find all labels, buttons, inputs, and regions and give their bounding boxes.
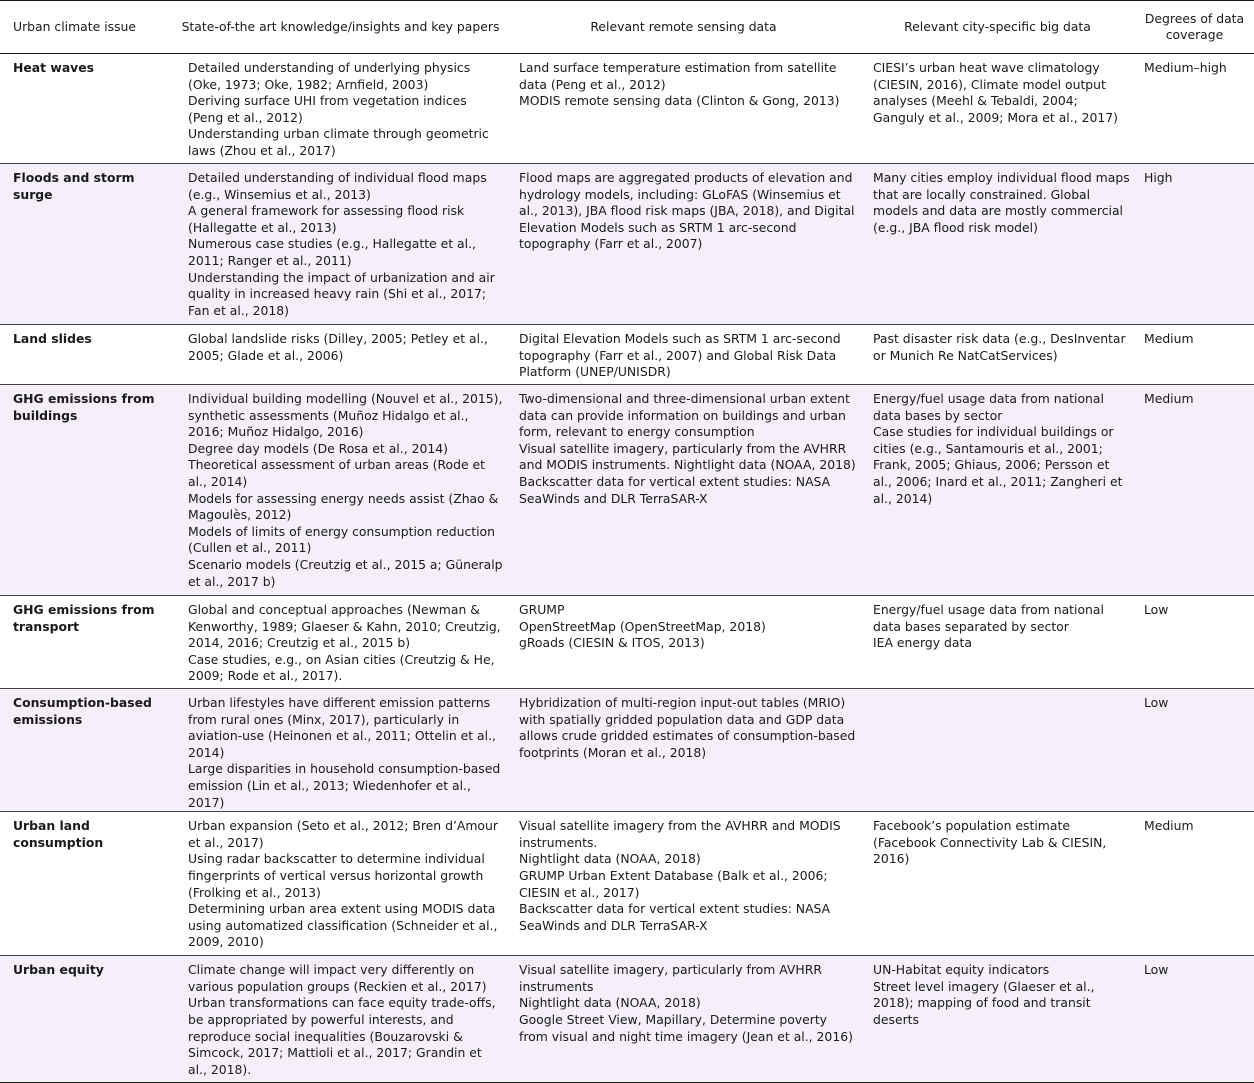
- cell-city-big-data: [860, 325, 1135, 385]
- cell-data-coverage: Low: [1135, 689, 1254, 812]
- cell-entry: Global and conceptual approaches (Newman & Kenworthy, 1989; Glaeser & Kahn, 2010; Creutzig, 2014, 2016; Creutzig et al., 2015 b): [188, 602, 501, 651]
- cell-city-big-data: [860, 812, 1135, 956]
- cell-entry: Urban transformations can face equity trade-offs, be appropriated by powerful interests, and reproduce social inequalities (Bouzarovski & Simcock, 2017; Mattioli et al., 2017; Grandin et al., 2018).: [188, 995, 496, 1077]
- cell-knowledge: [174, 956, 507, 1083]
- cell-data-coverage: Medium: [1135, 385, 1254, 596]
- cell-data-coverage: Medium–high: [1135, 54, 1254, 164]
- cell-entry: Flood maps are aggregated products of elevation and hydrology models, including: GLoFAS (Winsemius et al., 2013), JBA flood risk maps (JBA, 2018), and Digital Elevation Models such as SRTM 1 arc-second topography (Farr et al., 2007): [519, 170, 855, 252]
- table-row: [0, 689, 1254, 812]
- cell-data-coverage: Low: [1135, 956, 1254, 1083]
- table-body: [0, 54, 1254, 1083]
- header-state-of-the-art: State-of-the art knowledge/insights and key papers: [174, 1, 507, 54]
- cell-entry: Detailed understanding of individual flood maps (e.g., Winsemius et al., 2013): [188, 170, 487, 202]
- cell-city-big-data: [860, 689, 1135, 812]
- table-row: [0, 54, 1254, 164]
- cell-remote-sensing: [507, 325, 860, 385]
- cell-remote-sensing: [507, 956, 860, 1083]
- header-remote-sensing: Relevant remote sensing data: [507, 1, 860, 54]
- header-data-coverage: Degrees of data coverage: [1135, 1, 1254, 54]
- cell-entry: Past disaster risk data (e.g., DesInventar or Munich Re NatCatServices): [873, 331, 1126, 363]
- cell-entry: Digital Elevation Models such as SRTM 1 arc-second topography (Farr et al., 2007) and Global Risk Data Platform (UNEP/UNISDR): [519, 331, 841, 380]
- cell-remote-sensing: [507, 596, 860, 689]
- table-row: [0, 164, 1254, 325]
- cell-urban-climate-issue: GHG emissions from transport: [0, 596, 174, 689]
- cell-entry: Climate change will impact very differently on various population groups (Reckien et al., 2017): [188, 962, 487, 994]
- cell-entry: IEA energy data: [873, 635, 972, 651]
- cell-data-coverage: Low: [1135, 596, 1254, 689]
- cell-urban-climate-issue: Floods and storm surge: [0, 164, 174, 325]
- header-row: [0, 1, 1254, 54]
- cell-remote-sensing: [507, 812, 860, 956]
- cell-entry: Numerous case studies (e.g., Hallegatte et al., 2011; Ranger et al., 2011): [188, 236, 476, 268]
- cell-entry: Urban lifestyles have different emission patterns from rural ones (Minx, 2017), particularly in aviation-use (Heinonen et al., 2011; Ottelin et al., 2014): [188, 695, 496, 760]
- table-header: [0, 1, 1254, 54]
- cell-remote-sensing: [507, 164, 860, 325]
- cell-knowledge: [174, 596, 507, 689]
- table-row: [0, 385, 1254, 596]
- cell-entry: Street level imagery (Glaeser et al., 2018); mapping of food and transit deserts: [873, 978, 1095, 1027]
- cell-urban-climate-issue: Consumption-based emissions: [0, 689, 174, 812]
- cell-entry: Land surface temperature estimation from satellite data (Peng et al., 2012): [519, 60, 837, 92]
- cell-entry: Individual building modelling (Nouvel et al., 2015), synthetic assessments (Muñoz Hidalgo et al., 2016; Muñoz Hidalgo, 2016): [188, 391, 503, 440]
- cell-knowledge: [174, 812, 507, 956]
- cell-entry: UN-Habitat equity indicators: [873, 962, 1050, 978]
- cell-urban-climate-issue: Land slides: [0, 325, 174, 385]
- cell-knowledge: [174, 325, 507, 385]
- cell-entry: Models of limits of energy consumption reduction (Cullen et al., 2011): [188, 523, 495, 556]
- cell-entry: Large disparities in household consumption-based emission (Lin et al., 2013; Wiedenhofer et al., 2017): [188, 761, 501, 810]
- cell-entry: gRoads (CIESIN & ITOS, 2013): [519, 635, 705, 651]
- cell-entry: GRUMP Urban Extent Database (Balk et al., 2006; CIESIN et al., 2017): [519, 867, 828, 900]
- header-urban-climate-issue: Urban climate issue: [0, 1, 174, 54]
- cell-entry: Case studies, e.g., on Asian cities (Creutzig & He, 2009; Rode et al., 2017).: [188, 651, 495, 684]
- cell-entry: Visual satellite imagery from the AVHRR and MODIS instruments.: [519, 818, 841, 850]
- cell-entry: Many cities employ individual flood maps that are locally constrained. Global models and data are mostly commercial (e.g., JBA flood risk model): [873, 170, 1130, 235]
- cell-urban-climate-issue: Urban land consumption: [0, 812, 174, 956]
- cell-urban-climate-issue: Heat waves: [0, 54, 174, 164]
- table-row: [0, 812, 1254, 956]
- cell-entry: Degree day models (De Rosa et al., 2014): [188, 440, 448, 456]
- cell-entry: Scenario models (Creutzig et al., 2015 a; Güneralp et al., 2017 b): [188, 556, 503, 589]
- cell-remote-sensing: [507, 54, 860, 164]
- cell-urban-climate-issue: Urban equity: [0, 956, 174, 1083]
- cell-entry: Understanding the impact of urbanization and air quality in increased heavy rain (Shi et al., 2017; Fan et al., 2018): [188, 269, 495, 318]
- cell-entry: Backscatter data for vertical extent studies: NASA SeaWinds and DLR TerraSAR-X: [519, 901, 831, 933]
- cell-entry: GRUMP: [519, 602, 565, 617]
- cell-knowledge: [174, 54, 507, 164]
- cell-entry: A general framework for assessing flood risk (Hallegatte et al., 2013): [188, 203, 465, 235]
- cell-entry: Urban expansion (Seto et al., 2012; Bren d’Amour et al., 2017): [188, 818, 498, 850]
- cell-entry: Backscatter data for vertical extent studies: NASA SeaWinds and DLR TerraSAR-X: [519, 473, 831, 506]
- cell-knowledge: [174, 385, 507, 596]
- cell-entry: MODIS remote sensing data (Clinton & Gong, 2013): [519, 93, 840, 109]
- cell-entry: Case studies for individual buildings or cities (e.g., Santamouris et al., 2001; Frank, 2005; Ghiaus, 2006; Persson et al., 2006; Inard et al., 2011; Zangheri et al., 2014): [873, 424, 1123, 506]
- cell-entry: OpenStreetMap (OpenStreetMap, 2018): [519, 618, 766, 634]
- cell-entry: Nightlight data (NOAA, 2018): [519, 995, 701, 1011]
- cell-data-coverage: Medium: [1135, 812, 1254, 956]
- table-row: [0, 325, 1254, 385]
- cell-urban-climate-issue: GHG emissions from buildings: [0, 385, 174, 596]
- cell-city-big-data: [860, 596, 1135, 689]
- cell-entry: CIESI’s urban heat wave climatology (CIESIN, 2016), Climate model output analyses (Meehl & Tebaldi, 2004; Ganguly et al., 2009; Mora et al., 2017): [873, 60, 1118, 125]
- table-row: [0, 956, 1254, 1083]
- cell-entry: Facebook’s population estimate (Facebook Connectivity Lab & CIESIN, 2016): [873, 818, 1107, 867]
- cell-entry: Determining urban area extent using MODIS data using automatized classification (Schneider et al., 2009, 2010): [188, 901, 498, 950]
- cell-knowledge: [174, 164, 507, 325]
- cell-entry: Models for assessing energy needs assist (Zhao & Magoulès, 2012): [188, 490, 499, 523]
- cell-city-big-data: [860, 385, 1135, 596]
- cell-entry: Theoretical assessment of urban areas (Rode et al., 2014): [188, 457, 486, 489]
- cell-city-big-data: [860, 164, 1135, 325]
- cell-data-coverage: Medium: [1135, 325, 1254, 385]
- cell-entry: Visual satellite imagery, particularly from AVHRR instruments: [519, 962, 822, 994]
- cell-data-coverage: High: [1135, 164, 1254, 325]
- cell-entry: Hybridization of multi-region input-out tables (MRIO) with spatially gridded population data and GDP data allows crude gridded estimates of consumption-based footprints (Moran et al., 2018): [519, 695, 856, 760]
- cell-remote-sensing: [507, 385, 860, 596]
- cell-knowledge: [174, 689, 507, 812]
- cell-entry: Nightlight data (NOAA, 2018): [519, 851, 701, 867]
- cell-entry: Deriving surface UHI from vegetation indices (Peng et al., 2012): [188, 93, 467, 125]
- cell-city-big-data: [860, 54, 1135, 164]
- cell-city-big-data: [860, 956, 1135, 1083]
- cell-entry: Energy/fuel usage data from national data bases separated by sector: [873, 602, 1104, 634]
- cell-entry: Understanding urban climate through geometric laws (Zhou et al., 2017): [188, 126, 489, 158]
- cell-entry: Visual satellite imagery, particularly from the AVHRR and MODIS instruments. Nightlight data (NOAA, 2018): [519, 440, 856, 473]
- cell-entry: Energy/fuel usage data from national data bases by sector: [873, 391, 1104, 423]
- cell-entry: Using radar backscatter to determine individual fingerprints of vertical versus horizontal growth (Frolking et al., 2013): [188, 851, 485, 900]
- cell-entry: Google Street View, Mapillary, Determine poverty from visual and night time imagery (Jean et al., 2016): [519, 1011, 853, 1044]
- cell-entry: Detailed understanding of underlying physics (Oke, 1973; Oke, 1982; Arnfield, 2003): [188, 60, 471, 92]
- table-row: [0, 596, 1254, 689]
- cell-remote-sensing: [507, 689, 860, 812]
- header-city-big-data: Relevant city-specific big data: [860, 1, 1135, 54]
- cell-entry: Two-dimensional and three-dimensional urban extent data can provide information on buildings and urban form, relevant to energy consumption: [519, 391, 850, 440]
- cell-entry: Global landslide risks (Dilley, 2005; Petley et al., 2005; Glade et al., 2006): [188, 331, 488, 363]
